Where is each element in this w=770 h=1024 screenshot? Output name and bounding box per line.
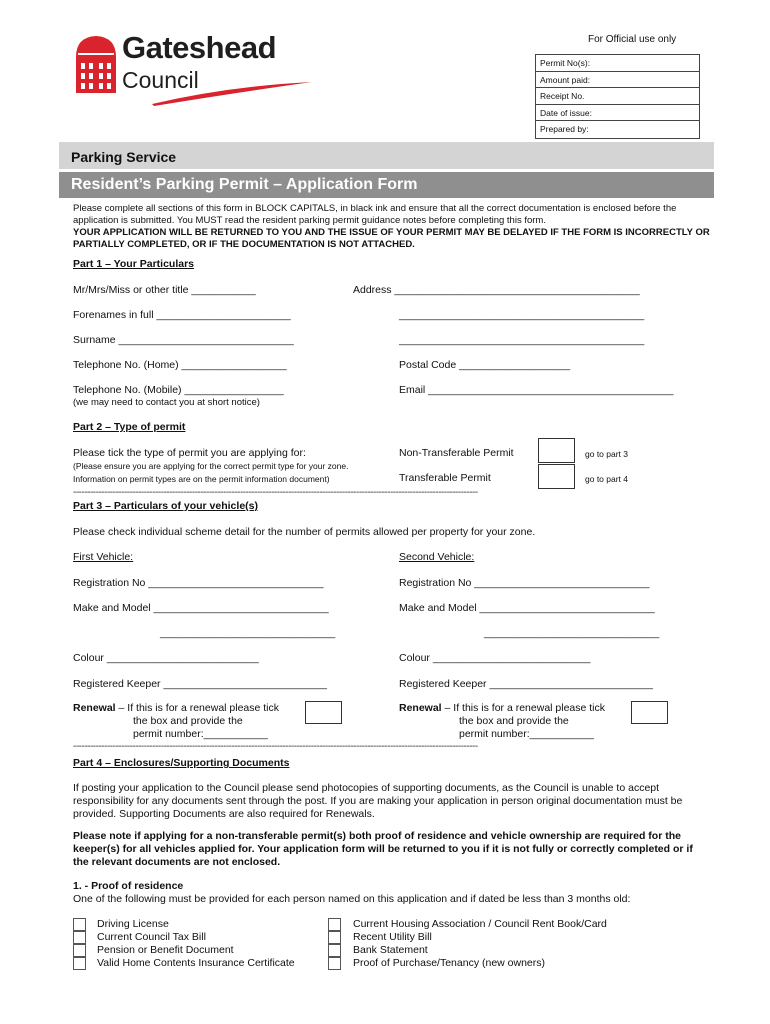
service-title: Parking Service [71,149,177,165]
separator-line: ----------------------------------------------------------------------------------------------------------------------------------------------- [73,741,478,752]
second-colour-field[interactable]: Colour ___________________________ [399,652,591,664]
address-line3-field[interactable]: __________________________________________ [399,334,645,346]
intro-warning: YOUR APPLICATION WILL BE RETURNED TO YOU AND THE ISSUE OF YOUR PERMIT MAY BE DELAYED IF THE FORM IS INCORRECTLY OR PARTIALLY COMPLETED, OR IF THE DOCUMENTATION IS NOT ATTACHED. [73,227,710,250]
logo-swoosh [150,78,315,108]
official-use-box [535,54,700,139]
doc-council-tax: Current Council Tax Bill [97,931,206,943]
first-make-model-field[interactable]: Make and Model ______________________________ [73,602,329,614]
doc-checkbox-housing[interactable] [328,918,341,931]
part2-heading: Part 2 – Type of permit [73,421,186,433]
second-renewal-text [399,702,605,714]
part1-heading: Part 1 – Your Particulars [73,258,195,270]
transferable-checkbox[interactable] [538,464,575,489]
first-keeper-field[interactable]: Registered Keeper ____________________________ [73,678,327,690]
first-renewal-checkbox[interactable] [305,701,342,724]
second-make-model-line2[interactable]: ______________________________ [484,627,660,639]
email-field[interactable]: Email __________________________________________ [399,384,674,396]
doc-driving: Driving License [97,918,169,930]
official-row-permit: Permit No(s): [536,55,699,72]
mobile-note: (we may need to contact you at short notice) [73,397,260,408]
doc-bank: Bank Statement [353,944,428,956]
official-row-prepared: Prepared by: [540,124,589,134]
part4-para2: Please note if applying for a non-transferable permit(s) both proof of residence and vehicle ownership are required for the keeper(s) for all vehicles applied for. Your application form will be returned to you if it is not fully or correctly completed or if the relevant documents are not enclosed. [73,830,693,868]
second-renewal-checkbox[interactable] [631,701,668,724]
intro-normal: Please complete all sections of this form in BLOCK CAPITALS, in black ink and ensure that all the correct documentation is enclosed before the application is submitted. You MUST read the resident parking permit guidance notes before completing this form. [73,203,677,226]
doc-checkbox-insurance[interactable] [73,957,86,970]
second-keeper-field[interactable]: Registered Keeper ____________________________ [399,678,653,690]
forenames-field[interactable]: Forenames in full _______________________ [73,309,291,321]
proof-residence-heading: 1. - Proof of residence [73,880,184,892]
doc-checkbox-utility[interactable] [328,931,341,944]
proof-residence-intro: One of the following must be provided for each person named on this application and if dated be less than 3 months old: [73,893,631,905]
first-registration-field[interactable]: Registration No ______________________________ [73,577,324,589]
goto-part3: go to part 3 [585,449,629,459]
second-renewal-line1: – If this is for a renewal please tick [441,702,606,714]
title-field[interactable]: Mr/Mrs/Miss or other title ___________ [73,284,256,296]
second-permit-number-field[interactable]: permit number:___________ [459,728,594,740]
permit-type-note1: (Please ensure you are applying for the correct permit type for your zone. [73,461,349,471]
official-row-receipt: Receipt No. [536,88,699,105]
council-logo [74,33,118,95]
permit-type-note2: Information on permit types are on the permit information document) [73,474,330,484]
part4-heading: Part 4 – Enclosures/Supporting Documents [73,757,290,769]
part4-para1: If posting your application to the Council please send photocopies of supporting documents, as the Council is unable to accept responsibility for any documents sent through the post. If you are making your application in person original documentation must be provided. Supporting Documents are also required for Renewals. [73,782,683,820]
logo-text-gateshead: Gateshead [122,30,277,65]
first-renewal-line2: the box and provide the [133,715,243,727]
first-renewal-text [73,702,279,714]
service-band [59,142,714,169]
form-title-band [59,172,714,198]
first-make-model-line2[interactable]: ______________________________ [160,627,336,639]
first-permit-number-field[interactable]: permit number:___________ [133,728,268,740]
official-row-amount: Amount paid: [536,72,699,89]
building-crest-icon [74,33,118,95]
postcode-field[interactable]: Postal Code ___________________ [399,359,571,371]
doc-pension: Pension or Benefit Document [97,944,234,956]
official-row-date: Date of issue: [536,105,699,122]
second-renewal-bold: Renewal [399,702,442,714]
part3-heading: Part 3 – Particulars of your vehicle(s) [73,500,258,512]
first-renewal-line1: – If this is for a renewal please tick [115,702,280,714]
second-vehicle-heading: Second Vehicle: [399,551,475,563]
first-renewal-bold: Renewal [73,702,116,714]
form-title: Resident’s Parking Permit – Application Form [71,176,418,193]
doc-checkbox-council-tax[interactable] [73,931,86,944]
doc-checkbox-driving[interactable] [73,918,86,931]
first-vehicle-heading: First Vehicle: [73,551,134,563]
phone-mobile-field[interactable]: Telephone No. (Mobile) _________________ [73,384,284,396]
intro-text [73,203,713,251]
address-line2-field[interactable]: __________________________________________ [399,309,645,321]
surname-field[interactable]: Surname ______________________________ [73,334,294,346]
doc-checkbox-bank[interactable] [328,944,341,957]
second-registration-field[interactable]: Registration No ______________________________ [399,577,650,589]
doc-purchase: Proof of Purchase/Tenancy (new owners) [353,957,546,969]
option-non-transferable-label: Non-Transferable Permit [399,447,514,459]
address-field[interactable]: Address __________________________________________ [353,284,640,296]
non-transferable-checkbox[interactable] [538,438,575,463]
first-colour-field[interactable]: Colour __________________________ [73,652,259,664]
option-transferable-label: Transferable Permit [399,472,491,484]
goto-part4: go to part 4 [585,474,629,484]
second-renewal-line2: the box and provide the [459,715,569,727]
doc-checkbox-purchase[interactable] [328,957,341,970]
part3-instruction: Please check individual scheme detail for the number of permits allowed per property for your zone. [73,526,536,538]
doc-checkbox-pension[interactable] [73,944,86,957]
doc-insurance: Valid Home Contents Insurance Certificate [97,957,295,969]
doc-housing: Current Housing Association / Council Rent Book/Card [353,918,607,930]
second-make-model-field[interactable]: Make and Model ______________________________ [399,602,655,614]
logo-text-council: Council [122,67,199,93]
permit-type-instruction: Please tick the type of permit you are applying for: [73,447,306,459]
phone-home-field[interactable]: Telephone No. (Home) __________________ [73,359,287,371]
doc-utility: Recent Utility Bill [353,931,432,943]
official-use-title: For Official use only [588,34,677,45]
separator-line: ----------------------------------------------------------------------------------------------------------------------------------------------- [73,487,478,498]
